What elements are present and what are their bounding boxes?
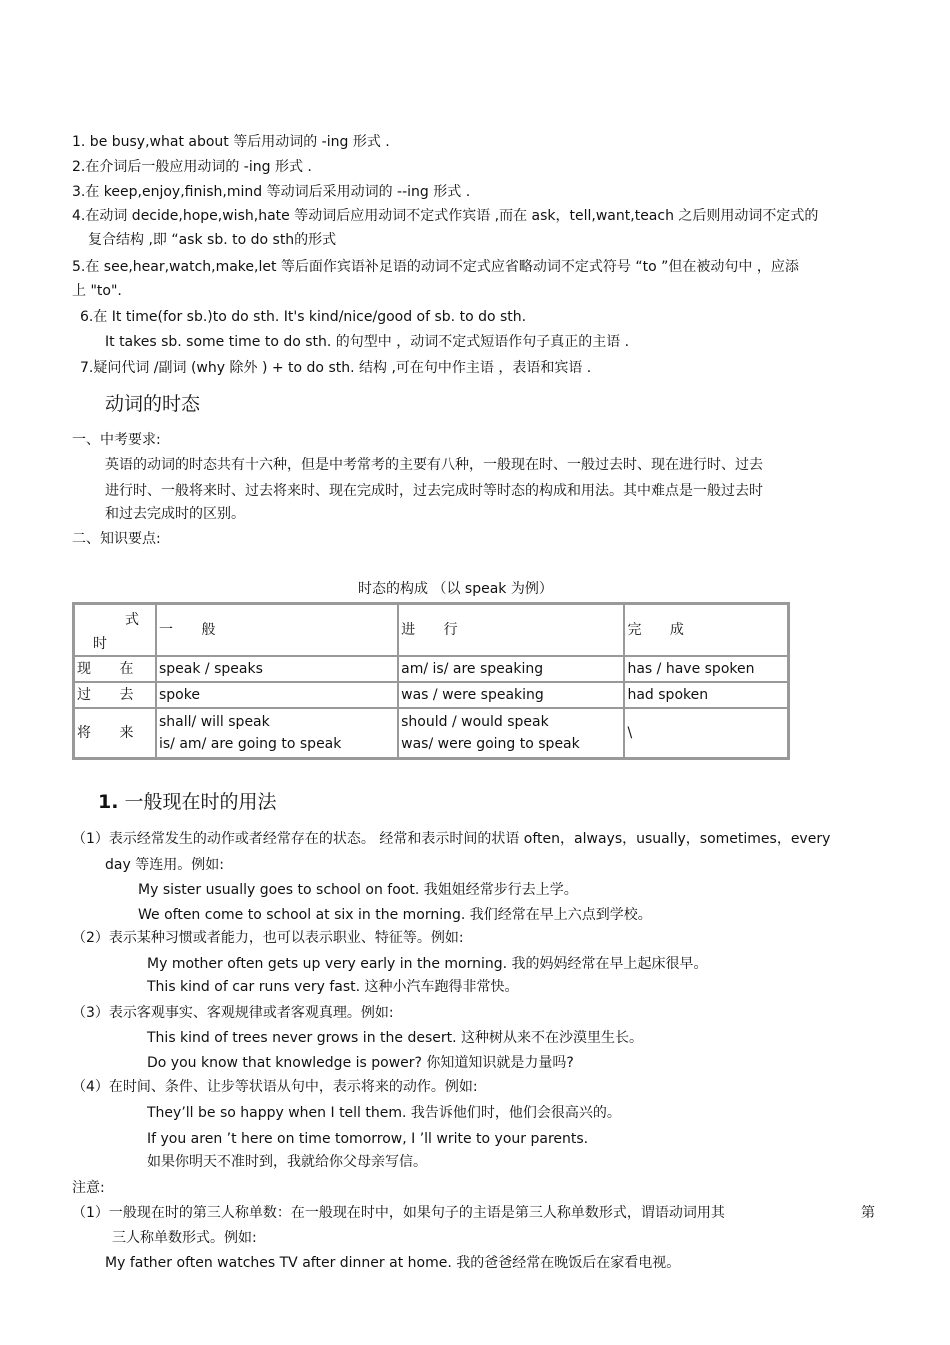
usage-title: 一般现在时的用法	[124, 791, 277, 813]
example-sentence: Do you know that knowledge is power? 你知道知识就是力量吗?	[147, 1055, 574, 1071]
cell-line: should / would speak	[401, 714, 549, 730]
requirements-line-3: 和过去完成时的区别。	[105, 506, 245, 522]
table-cell: \	[624, 708, 788, 758]
rule-5-cont: 上 "to".	[72, 283, 122, 299]
row-label: 过 去	[74, 682, 156, 708]
cell-line: shall/ will speak	[159, 714, 270, 730]
table-row	[74, 656, 788, 682]
example-sentence: This kind of car runs very fast. 这种小汽车跑得非常快。	[147, 979, 519, 995]
column-header: 一 般	[156, 604, 398, 656]
row-label: 将 来	[74, 708, 156, 758]
usage-number: 1.	[98, 791, 119, 813]
corner-top-label: 式	[125, 612, 139, 628]
rule-4-cont: 复合结构 ,即 “ask sb. to do sth的形式	[88, 232, 337, 248]
example-sentence: We often come to school at six in the morning. 我们经常在早上六点到学校。	[138, 907, 652, 923]
requirements-line-1: 英语的动词的时态共有十六种，但是中考常考的主要有八种，一般现在时、一般过去时、现在进行时、过去	[105, 457, 763, 473]
rule-4: 4.在动词 decide,hope,wish,hate 等动词后应用动词不定式作宾语 ,而在 ask，tell,want,teach 之后则用动词不定式的	[72, 208, 819, 224]
table-cell: am/ is/ are speaking	[398, 656, 624, 682]
table-cell	[156, 708, 398, 758]
cell-line: was/ were going to speak	[401, 736, 580, 752]
cell-line: is/ am/ are going to speak	[159, 736, 342, 752]
row-label: 现 在	[74, 656, 156, 682]
table-cell: had spoken	[624, 682, 788, 708]
rule-6: 6.在 It time(for sb.)to do sth. It's kind/nice/good of sb. to do sth.	[80, 309, 527, 325]
tense-table	[72, 602, 790, 760]
table-header-row	[74, 604, 788, 656]
rule-1: 1. be busy,what about 等后用动词的 -ing 形式 .	[72, 134, 390, 150]
note-example: My father often watches TV after dinner at home. 我的爸爸经常在晚饭后在家看电视。	[105, 1255, 681, 1271]
table-cell: was / were speaking	[398, 682, 624, 708]
usage-point-1: （1）表示经常发生的动作或者经常存在的状态。 经常和表示时间的状语 often，always，usually，sometimes，every	[72, 831, 831, 847]
rule-7: 7.疑问代词 /副词 (why 除外 ) + to do sth. 结构 ,可在句中作主语 ，表语和宾语 .	[80, 360, 592, 376]
usage-point-4: （4）在时间、条件、让步等状语从句中，表示将来的动作。例如:	[72, 1079, 478, 1095]
corner-bottom-label: 时	[93, 636, 107, 652]
table-cell: speak / speaks	[156, 656, 398, 682]
note-heading: 注意:	[72, 1180, 105, 1196]
usage-heading	[98, 790, 276, 814]
rule-3: 3.在 keep,enjoy,finish,mind 等动词后采用动词的 --ing 形式 .	[72, 184, 471, 200]
rule-2: 2.在介词后一般应用动词的 -ing 形式 .	[72, 159, 312, 175]
note-point-1-tail: 第	[861, 1205, 875, 1221]
table-row	[74, 708, 788, 758]
table-cell	[398, 708, 624, 758]
usage-point-2: （2）表示某种习惯或者能力，也可以表示职业、特征等。例如:	[72, 930, 464, 946]
table-corner-cell	[74, 604, 156, 656]
example-sentence: My sister usually goes to school on foot. 我姐姐经常步行去上学。	[138, 882, 578, 898]
column-header: 进 行	[398, 604, 624, 656]
table-row	[74, 682, 788, 708]
column-header: 完 成	[624, 604, 788, 656]
note-point-1-cont: 三人称单数形式。例如:	[112, 1230, 257, 1246]
requirements-heading: 一、中考要求:	[72, 432, 161, 448]
requirements-line-2: 进行时、一般将来时、过去将来时、现在完成时，过去完成时等时态的构成和用法。其中难点是一般过去时	[105, 483, 763, 499]
example-sentence: They’ll be so happy when I tell them. 我告诉他们时，他们会很高兴的。	[147, 1105, 621, 1121]
section-title: 动词的时态	[105, 393, 201, 415]
table-caption: 时态的构成 （以 speak 为例）	[358, 581, 553, 597]
rule-5: 5.在 see,hear,watch,make,let 等后面作宾语补足语的动词不定式应省略动词不定式符号 “to ”但在被动句中 ，应添	[72, 259, 799, 275]
example-sentence: This kind of trees never grows in the desert. 这种树从来不在沙漠里生长。	[147, 1030, 643, 1046]
table-cell: has / have spoken	[624, 656, 788, 682]
example-sentence: My mother often gets up very early in the morning. 我的妈妈经常在早上起床很早。	[147, 956, 708, 972]
knowledge-heading: 二、知识要点:	[72, 531, 161, 547]
example-sentence: If you aren ’t here on time tomorrow, I ’ll write to your parents.	[147, 1131, 589, 1147]
note-point-1: （1）一般现在时的第三人称单数：在一般现在时中，如果句子的主语是第三人称单数形式，谓语动词用其	[72, 1205, 725, 1221]
usage-point-1-cont: day 等连用。例如:	[105, 857, 224, 873]
example-translation: 如果你明天不准时到，我就给你父母亲写信。	[147, 1154, 427, 1170]
table-cell: spoke	[156, 682, 398, 708]
usage-point-3: （3）表示客观事实、客观规律或者客观真理。例如:	[72, 1005, 394, 1021]
rule-6-cont: It takes sb. some time to do sth. 的句型中 ，动词不定式短语作句子真正的主语 .	[105, 334, 630, 350]
